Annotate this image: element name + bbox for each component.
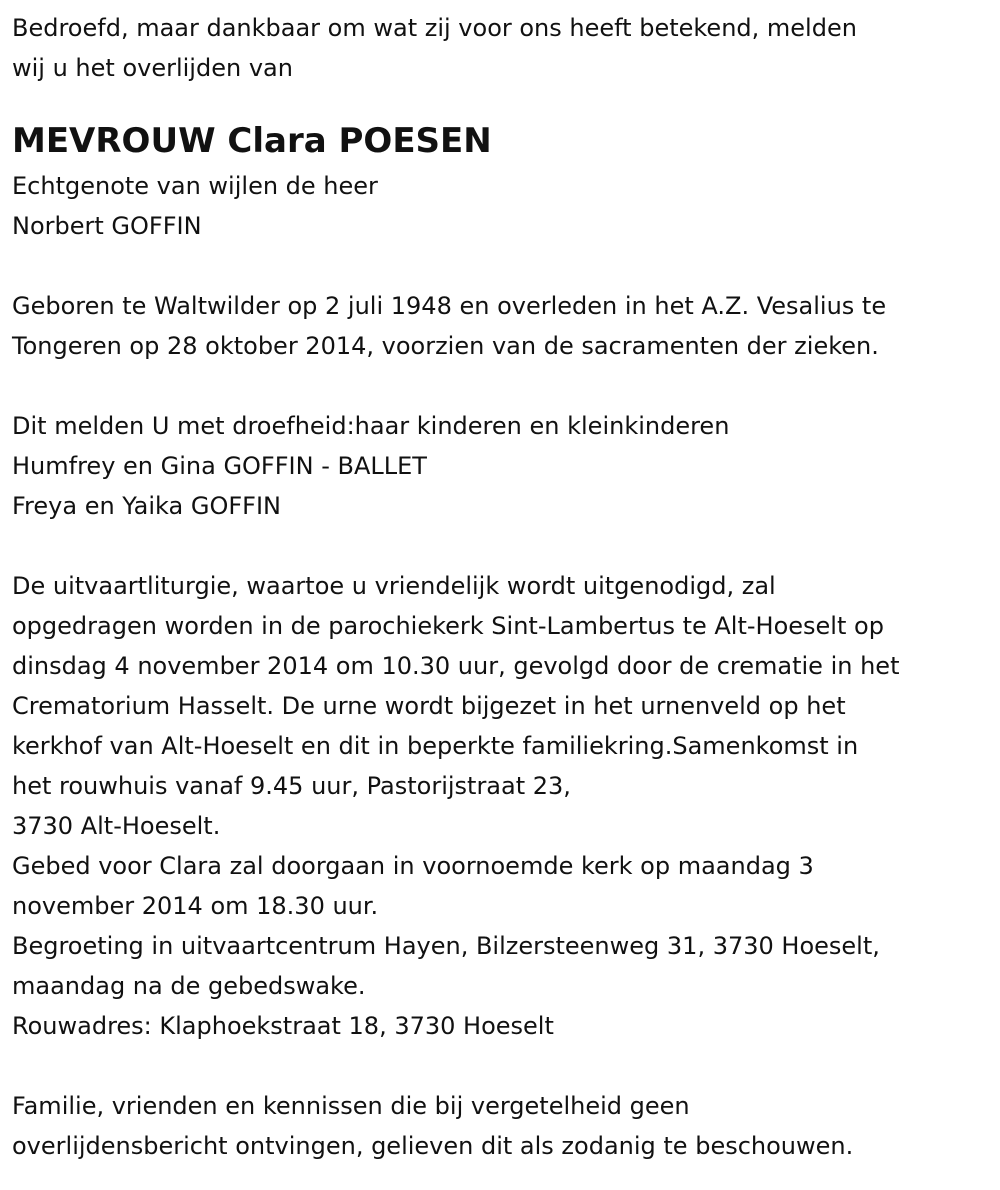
text-line: Tongeren op 28 oktober 2014, voorzien van de sacramenten der zieken.	[12, 332, 879, 360]
text-line: Norbert GOFFIN	[12, 212, 202, 240]
text-line: het rouwhuis vanaf 9.45 uur, Pastorijstraat 23,	[12, 772, 571, 800]
text-line: opgedragen worden in de parochiekerk Sint-Lambertus te Alt-Hoeselt op	[12, 612, 884, 640]
birth-death-paragraph	[12, 286, 1000, 366]
text-line: 3730 Alt-Hoeselt.	[12, 812, 221, 840]
intro-paragraph	[12, 8, 1000, 88]
text-line: Humfrey en Gina GOFFIN - BALLET	[12, 452, 427, 480]
closing-paragraph	[12, 1086, 1000, 1166]
text-line: Gebed voor Clara zal doorgaan in voornoemde kerk op maandag 3	[12, 852, 814, 880]
text-line: dinsdag 4 november 2014 om 10.30 uur, gevolgd door de crematie in het	[12, 652, 900, 680]
text-line: maandag na de gebedswake.	[12, 972, 366, 1000]
text-line: wij u het overlijden van	[12, 54, 293, 82]
family-paragraph	[12, 406, 1000, 526]
text-line: Freya en Yaika GOFFIN	[12, 492, 281, 520]
text-line: De uitvaartliturgie, waartoe u vriendelijk wordt uitgenodigd, zal	[12, 572, 776, 600]
text-line: Familie, vrienden en kennissen die bij vergetelheid geen	[12, 1092, 690, 1120]
text-line: Rouwadres: Klaphoekstraat 18, 3730 Hoeselt	[12, 1012, 554, 1040]
text-line: overlijdensbericht ontvingen, gelieven dit als zodanig te beschouwen.	[12, 1132, 854, 1160]
text-line: Crematorium Hasselt. De urne wordt bijgezet in het urnenveld op het	[12, 692, 846, 720]
text-line: kerkhof van Alt-Hoeselt en dit in beperkte familiekring.Samenkomst in	[12, 732, 859, 760]
funeral-paragraph	[12, 566, 1000, 1046]
text-line: Begroeting in uitvaartcentrum Hayen, Bilzersteenweg 31, 3730 Hoeselt,	[12, 932, 880, 960]
text-line: Dit melden U met droefheid:haar kinderen en kleinkinderen	[12, 412, 730, 440]
deceased-name: MEVROUW Clara POESEN	[12, 121, 492, 161]
spouse-paragraph	[12, 166, 1000, 246]
text-line: Echtgenote van wijlen de heer	[12, 172, 378, 200]
text-line: Bedroefd, maar dankbaar om wat zij voor ons heeft betekend, melden	[12, 14, 857, 42]
text-line: november 2014 om 18.30 uur.	[12, 892, 379, 920]
text-line: Geboren te Waltwilder op 2 juli 1948 en overleden in het A.Z. Vesalius te	[12, 292, 887, 320]
